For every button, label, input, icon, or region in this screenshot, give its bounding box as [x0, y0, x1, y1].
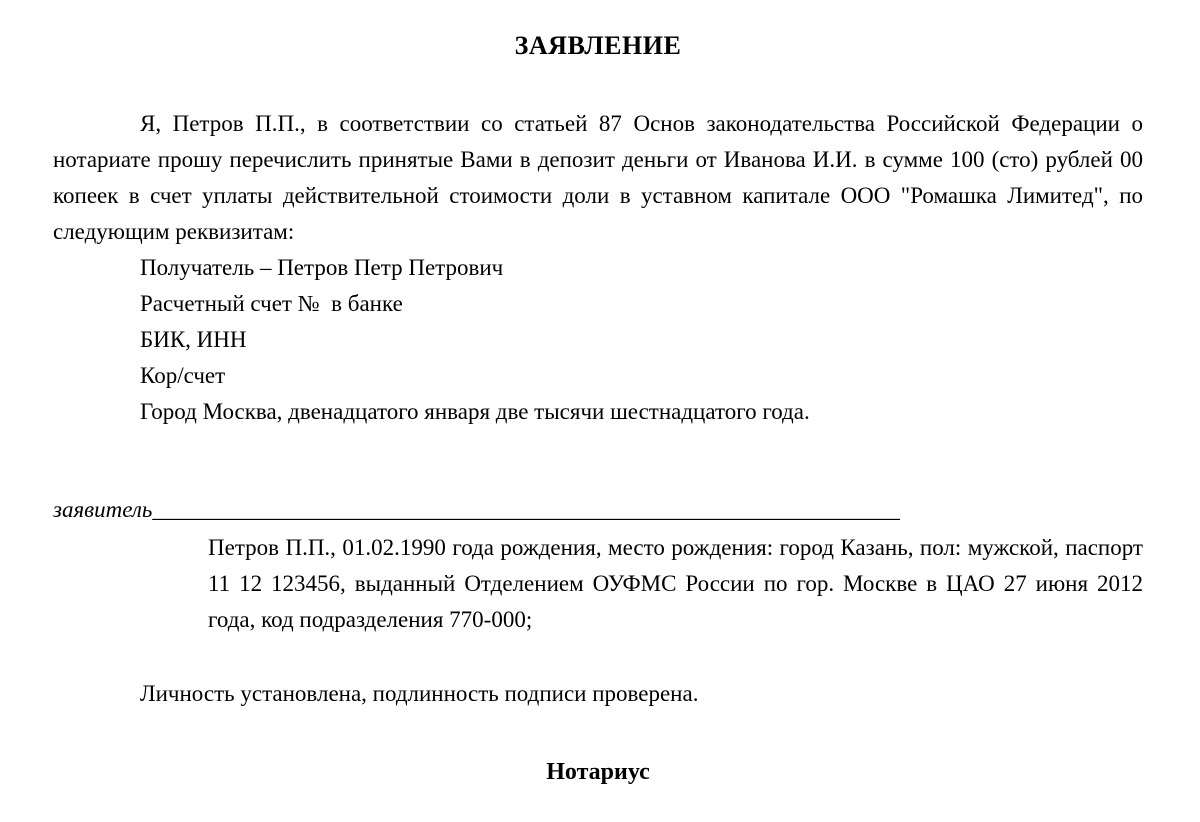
- notary-label: Нотариус: [546, 759, 650, 785]
- requisite-bik-inn: БИК, ИНН: [140, 327, 247, 352]
- applicant-label: заявитель: [53, 497, 153, 522]
- applicant-signature-row: [53, 492, 1143, 528]
- requisite-corr-account: Кор/счет: [140, 363, 226, 388]
- main-paragraph: Я, Петров П.П., в соответствии со статьей 87 Основ законодательства Российской Федерации о нотариате прошу перечислить принятые Вами в депозит деньги от Иванова И.И. в сумме 100 (сто) рублей 00 копеек в счет уплаты действительной стоимости доли в уставном капитале ООО "Ромашка Лимитед", по следующим реквизитам:: [53, 111, 1143, 244]
- applicant-passport-details: Петров П.П., 01.02.1990 года рождения, место рождения: город Казань, пол: мужской, паспорт 11 12 123456, выданный Отделением ОУФМС России по гор. Москве в ЦАО 27 июня 2012 года, код подразделения 770-000;: [208, 535, 1143, 632]
- requisite-recipient: Получатель – Петров Петр Петрович: [140, 255, 504, 280]
- document-title: ЗАЯВЛЕНИЕ: [514, 31, 682, 60]
- requisite-account: Расчетный счет № в банке: [140, 291, 403, 316]
- signature-blank-line: _________________________________________________________________: [152, 497, 900, 522]
- identity-verification-note: Личность установлена, подлинность подписи проверена.: [140, 681, 699, 706]
- requisite-city-date: Город Москва, двенадцатого января две тысячи шестнадцатого года.: [140, 399, 810, 424]
